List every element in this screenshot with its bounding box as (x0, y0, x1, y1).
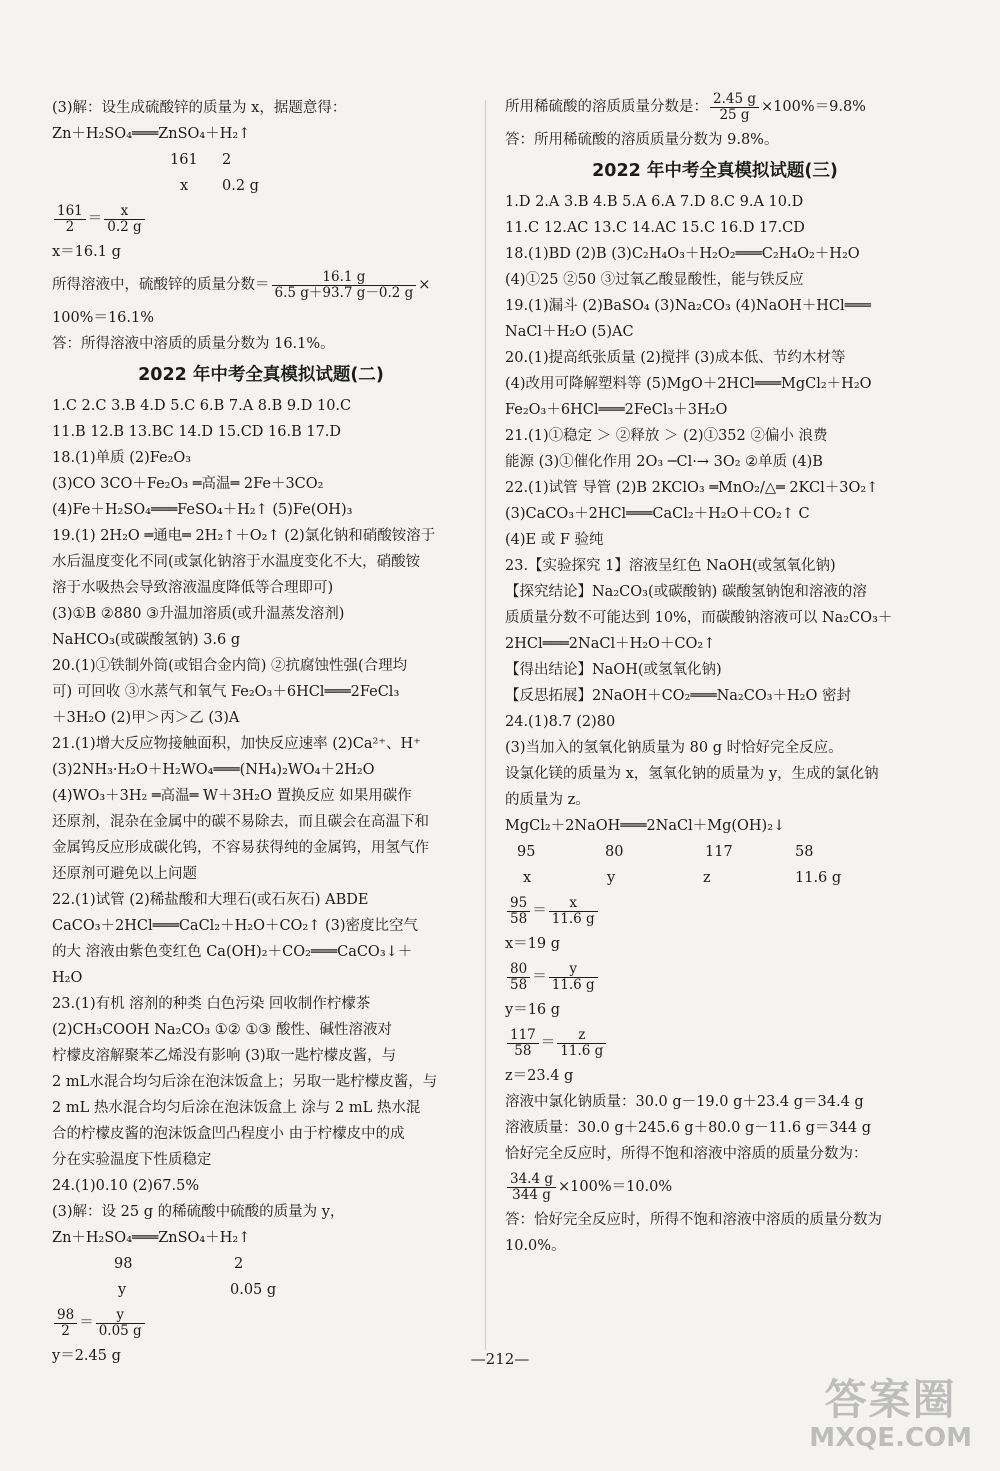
answer-line: 21.(1)增大反应物接触面积，加快反应速率 (2)Ca²⁺、H⁺ (52, 736, 421, 752)
answer: 10.0%。 (505, 1238, 566, 1254)
ratio-equation: $\frac{95}{58}$ ＝ $\frac{x}{11.6 g}$ (505, 891, 925, 931)
page-number: —212— (470, 1350, 530, 1368)
answer-line: (4)Fe＋H₂SO₄═══FeSO₄＋H₂↑ (5)Fe(OH)₃ (52, 502, 353, 518)
answer-line: 1.D 2.A 3.B 4.B 5.A 6.A 7.D 8.C 9.A 10.D (505, 194, 804, 210)
answer-line: 水后温度变化不同(或氯化钠溶于水温度变化不大，硝酸铵 (52, 554, 421, 570)
answer-line: 柠檬皮溶解聚苯乙烯没有影响 (3)取一匙柠檬皮酱，与 (52, 1048, 397, 1064)
result: y＝16 g (505, 1002, 561, 1018)
answer-line: 20.(1)①铁制外筒(或铝合金内筒) ②抗腐蚀性强(合理均 (52, 658, 408, 674)
answer-line: MgCl₂＋2NaOH═══2NaCl＋Mg(OH)₂↓ (505, 818, 786, 834)
answer-line: 分在实验温度下性质稳定 (52, 1152, 212, 1168)
answer-lines (505, 189, 925, 839)
answer-line: 22.(1)试管 (2)稀盐酸和大理石(或石灰石) ABDE (52, 892, 369, 908)
fraction-line: 所得溶液中，硫酸锌的质量分数＝ $\frac{16.1 g}{6.5 g+93.7 g-0.2 g}$ × (52, 268, 431, 301)
section-heading: 2022 年中考全真模拟试题(三) (592, 161, 838, 181)
mass-row: x y z 11.6 g (523, 870, 842, 886)
text-line: 溶液中氯化钠质量：30.0 g－19.0 g＋23.4 g＝34.4 g (505, 1094, 864, 1110)
mass-row: 95 80 117 58 (517, 844, 814, 860)
mass-row: x 0.2 g (180, 178, 259, 194)
answer-line: 可) 可回收 ③水蒸气和氧气 Fe₂O₃＋6HCl═══2FeCl₃ (52, 684, 400, 700)
answer-line: 质质量分数不可能达到 10%，而碳酸钠溶液可以 Na₂CO₃＋ (505, 610, 893, 626)
watermark-url: MXQE.COM (809, 1423, 972, 1453)
fraction-line: $\frac{34.4 g}{344 g}$ ×100%＝10.0% (505, 1167, 925, 1207)
answer-line: NaCl＋H₂O (5)AC (505, 324, 634, 340)
answer-line: 2HCl═══2NaCl＋H₂O＋CO₂↑ (505, 636, 716, 652)
watermark-logo (809, 1377, 972, 1453)
answer-line: 23.【实验探究 1】溶液呈红色 NaOH(或氢氧化钠) (505, 558, 836, 574)
answer-line: (3)①B ②880 ③升温加溶质(或升温蒸发溶剂) (52, 606, 345, 622)
answer-line: 设氯化镁的质量为 x，氢氧化钠的质量为 y，生成的氯化钠 (505, 766, 879, 782)
answer-line: Zn＋H₂SO₄═══ZnSO₄＋H₂↑ (52, 1230, 251, 1246)
answer-line: 能源 (3)①催化作用 2O₃ ─Cl·→ 3O₂ ②单质 (4)B (505, 454, 823, 470)
answer-line: 21.(1)①稳定 ＞ ②释放 ＞ (2)①352 ②偏小 浪费 (505, 428, 828, 444)
answer-line: (4)E 或 F 验纯 (505, 532, 604, 548)
result: x＝16.1 g (52, 244, 121, 260)
ratio-equation: $\frac{80}{58}$ ＝ $\frac{y}{11.6 g}$ (505, 957, 925, 997)
fraction-line: 所用稀硫酸的溶质质量分数是： $\frac{2.45 g}{25 g}$ ×100%＝9.8% (505, 90, 866, 123)
answer-line: 还原剂可避免以上问题 (52, 866, 197, 882)
answer-line: (4)WO₃＋3H₂ ═高温═ W＋3H₂O 置换反应 如果用碳作 (52, 788, 412, 804)
left-column (52, 95, 470, 1369)
answer-line: CaCO₃＋2HCl═══CaCl₂＋H₂O＋CO₂↑ (3)密度比空气 (52, 918, 419, 934)
mass-row: 161 2 (170, 152, 232, 168)
answer-line: 金属钨反应形成碳化钨，不容易获得纯的金属钨，用氢气作 (52, 840, 429, 856)
column-divider (485, 100, 486, 1350)
answer: 答：所得溶液中溶质的质量分数为 16.1%。 (52, 336, 335, 352)
answer-line: 【得出结论】NaOH(或氢氧化钠) (505, 662, 722, 678)
answer-line: (2)CH₃COOH Na₂CO₃ ①② ①③ 酸性、碱性溶液对 (52, 1022, 392, 1038)
answer-line: H₂O (52, 970, 83, 986)
result: x＝19 g (505, 936, 561, 952)
answer-line: 18.(1)BD (2)B (3)C₂H₄O₃＋H₂O₂═══C₂H₄O₂＋H₂O (505, 246, 860, 262)
answer-line: 24.(1)8.7 (2)80 (505, 714, 616, 730)
answer-lines (52, 393, 470, 1251)
answer-line: 19.(1) 2H₂O ═通电═ 2H₂↑＋O₂↑ (2)氯化钠和硝酸铵溶于 (52, 528, 436, 544)
answer-line: 【反思拓展】2NaOH＋CO₂═══Na₂CO₃＋H₂O 密封 (505, 688, 851, 704)
ratio-equation: $\frac{161}{2}$ ＝ $\frac{x}{0.2 g}$ (52, 199, 470, 239)
answer-line: 18.(1)单质 (2)Fe₂O₃ (52, 450, 192, 466)
answer-line: 溶于水吸热会导致溶液温度降低等合理即可) (52, 580, 334, 596)
answer-line: 1.C 2.C 3.B 4.D 5.C 6.B 7.A 8.B 9.D 10.C (52, 398, 352, 414)
answer-line: 22.(1)试管 导管 (2)B 2KClO₃ ═MnO₂/△═ 2KCl＋3O₂↑ (505, 480, 879, 496)
text-line: (3)解：设生成硫酸锌的质量为 x，据题意得： (52, 100, 347, 116)
answer-line: ＋3H₂O (2)甲＞丙＞乙 (3)A (52, 710, 240, 726)
answer: 答：恰好完全反应时，所得不饱和溶液中溶质的质量分数为 (505, 1212, 882, 1228)
mass-row: y 0.05 g (118, 1282, 277, 1298)
answer-line: NaHCO₃(或碳酸氢钠) 3.6 g (52, 632, 241, 648)
ratio-equation: $\frac{98}{2}$ ＝ $\frac{y}{0.05 g}$ (52, 1303, 470, 1343)
answer-line: Fe₂O₃＋6HCl═══2FeCl₃＋3H₂O (505, 402, 728, 418)
text-line: 溶液质量：30.0 g＋245.6 g＋80.0 g－11.6 g＝344 g (505, 1120, 871, 1136)
answer-line: 20.(1)提高纸张质量 (2)搅拌 (3)成本低、节约木材等 (505, 350, 846, 366)
answer-line: 的大 溶液由紫色变红色 Ca(OH)₂＋CO₂═══CaCO₃↓＋ (52, 944, 413, 960)
answer-line: (4)①25 ②50 ③过氧乙酸显酸性，能与铁反应 (505, 272, 804, 288)
text-line: 100%＝16.1% (52, 310, 155, 326)
answer-line: 11.C 12.AC 13.C 14.AC 15.C 16.D 17.CD (505, 220, 805, 236)
ratio-equation: $\frac{117}{58}$ ＝ $\frac{z}{11.6 g}$ (505, 1023, 925, 1063)
answer-line: (4)改用可降解塑料等 (5)MgO＋2HCl═══MgCl₂＋H₂O (505, 376, 872, 392)
answer-line: 2 mL 热水混合均匀后涂在泡沫饭盒上 涂与 2 mL 热水混 (52, 1100, 421, 1116)
section-heading: 2022 年中考全真模拟试题(二) (138, 365, 384, 385)
mass-row: 98 2 (114, 1256, 244, 1272)
answer-line: 还原剂，混杂在金属中的碳不易除去，而且碳会在高温下和 (52, 814, 429, 830)
answer-line: 19.(1)漏斗 (2)BaSO₄ (3)Na₂CO₃ (4)NaOH＋HCl═══ (505, 298, 871, 314)
answer-line: (3)CO 3CO＋Fe₂O₃ ═高温═ 2Fe＋3CO₂ (52, 476, 324, 492)
answer-line: 11.B 12.B 13.BC 14.D 15.CD 16.B 17.D (52, 424, 342, 440)
answer-line: 23.(1)有机 溶剂的种类 白色污染 回收制作柠檬茶 (52, 996, 371, 1012)
answer: 答：所用稀硫酸的溶质质量分数为 9.8%。 (505, 132, 779, 148)
equation: Zn＋H₂SO₄═══ZnSO₄＋H₂↑ (52, 126, 251, 142)
answer-line: (3)解：设 25 g 的稀硫酸中硫酸的质量为 y， (52, 1204, 345, 1220)
result: y＝2.45 g (52, 1348, 121, 1364)
answer-line: 2 mL水混合均匀后涂在泡沫饭盒上；另取一匙柠檬皮酱，与 (52, 1074, 438, 1090)
answer-line: 的质量为 z。 (505, 792, 590, 808)
answer-line: 合的柠檬皮酱的泡沫饭盒凹凸程度小 由于柠檬皮中的成 (52, 1126, 405, 1142)
text-line: 恰好完全反应时，所得不饱和溶液中溶质的质量分数为： (505, 1146, 868, 1162)
answer-line: 【探究结论】Na₂CO₃(或碳酸钠) 碳酸氢钠饱和溶液的溶 (505, 584, 867, 600)
right-column (505, 90, 925, 1259)
answer-line: (3)当加入的氢氧化钠质量为 80 g 时恰好完全反应。 (505, 740, 843, 756)
answer-line: (3)2NH₃·H₂O＋H₂WO₄═══(NH₄)₂WO₄＋2H₂O (52, 762, 375, 778)
result: z＝23.4 g (505, 1068, 574, 1084)
answer-line: (3)CaCO₃＋2HCl═══CaCl₂＋H₂O＋CO₂↑ C (505, 506, 810, 522)
answer-line: 24.(1)0.10 (2)67.5% (52, 1178, 200, 1194)
watermark-text: 答案圈 (824, 1375, 957, 1424)
